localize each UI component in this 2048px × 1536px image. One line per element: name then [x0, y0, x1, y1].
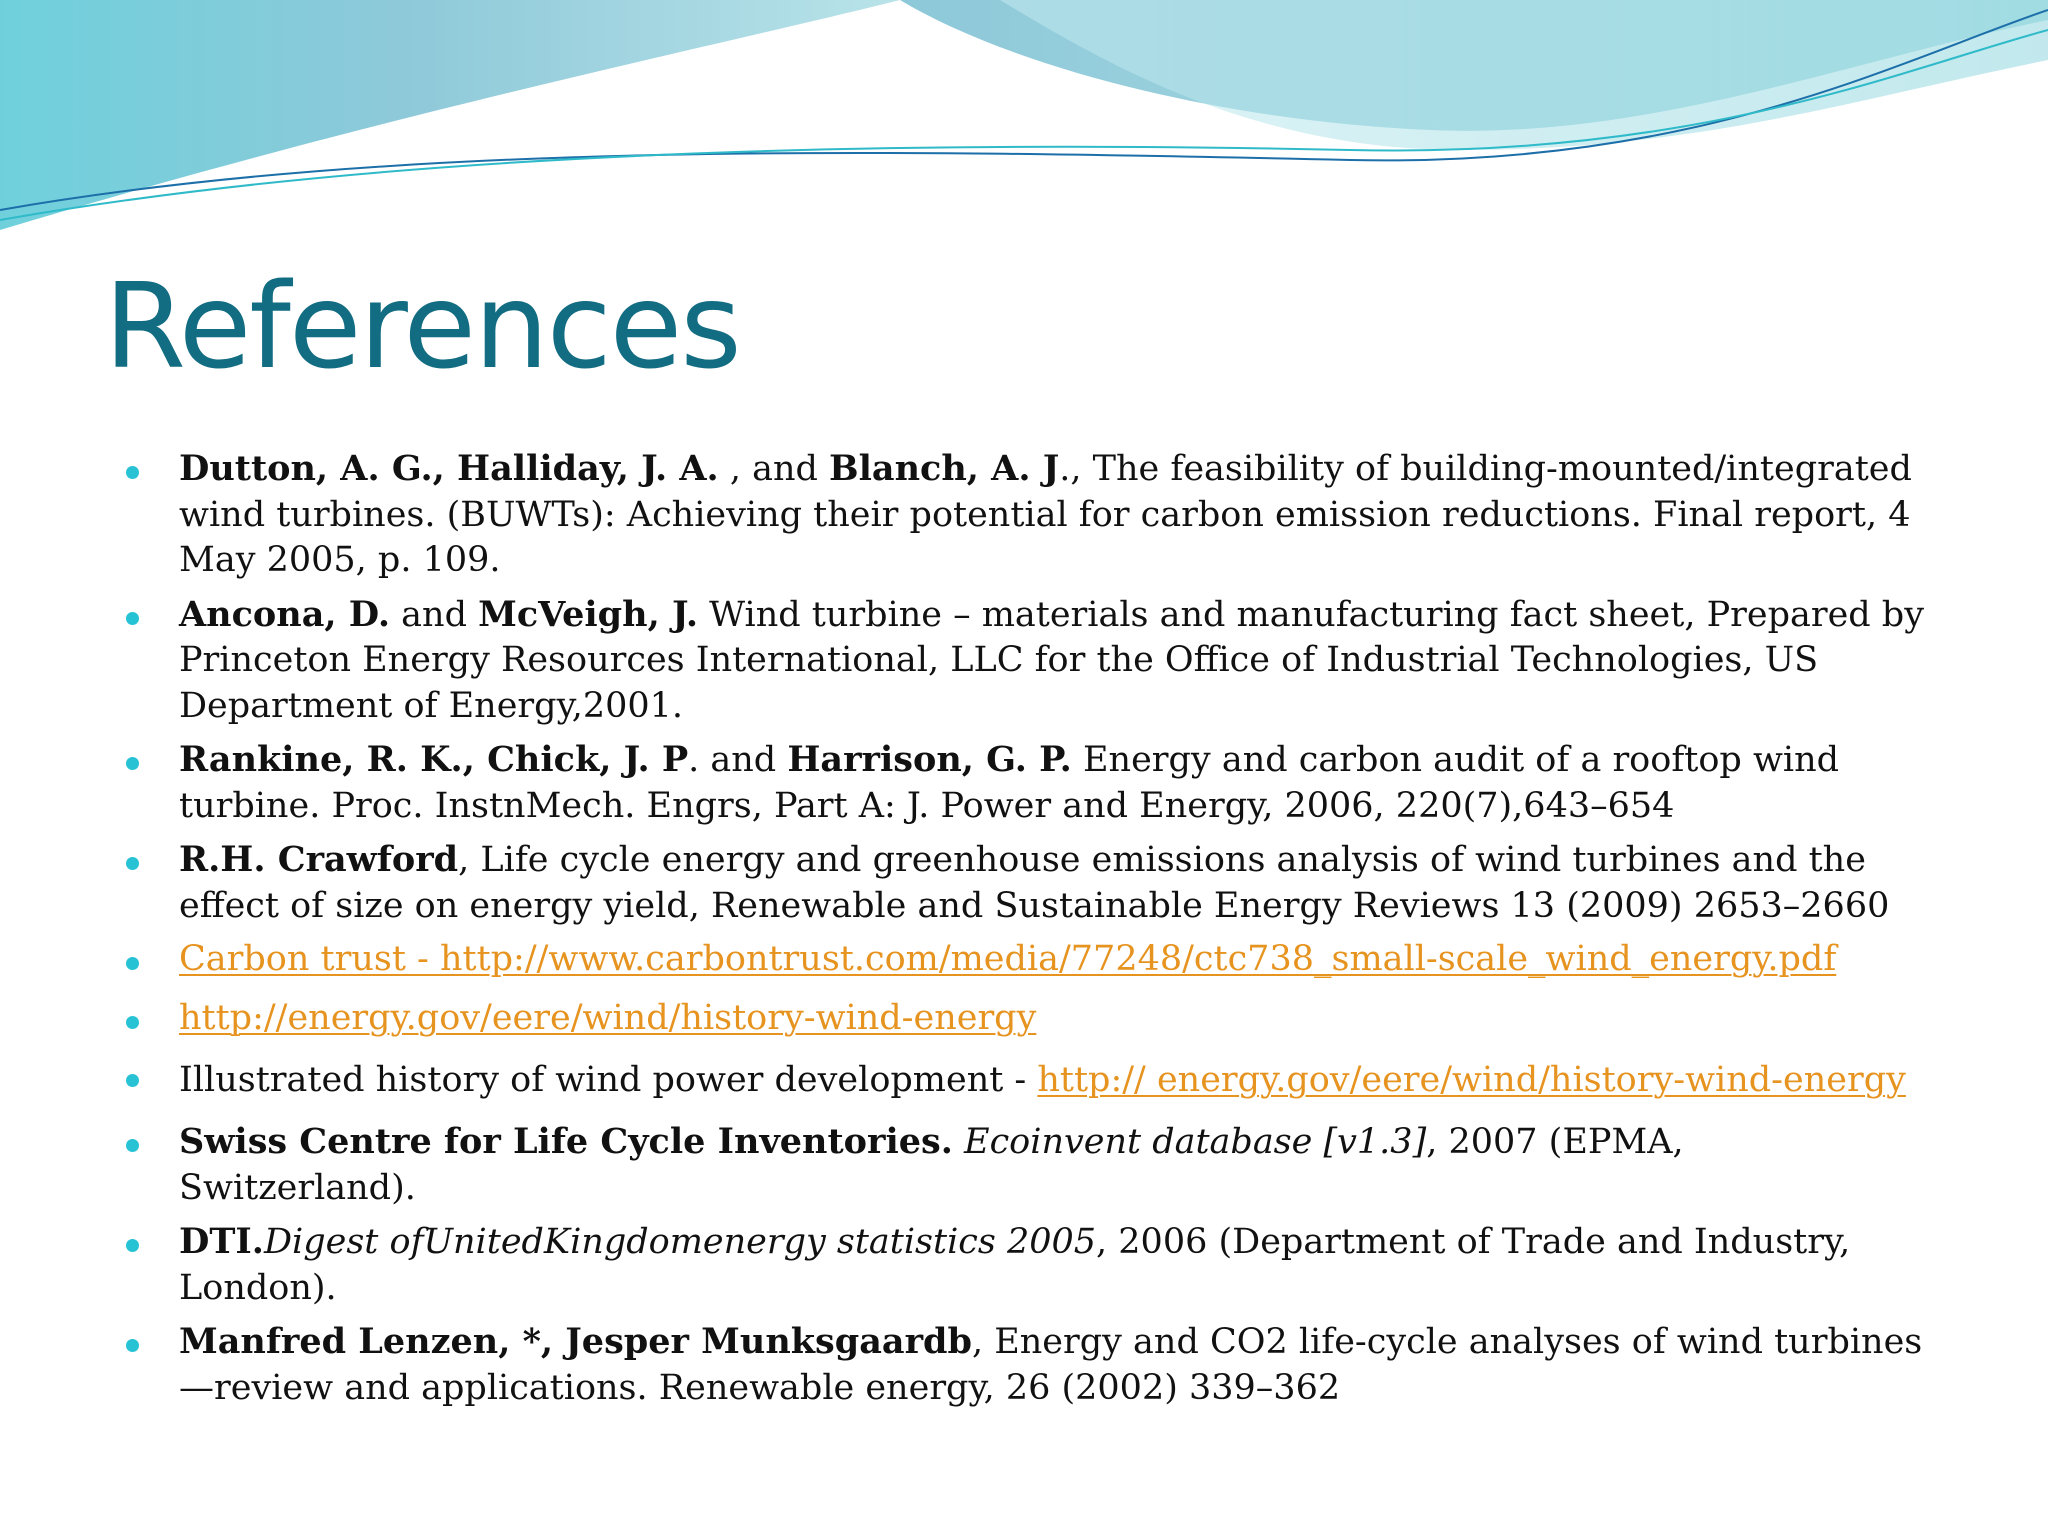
reference-author: Harrison, G. P.	[787, 739, 1072, 780]
bullet-icon	[126, 757, 139, 770]
decorative-wave-banner	[0, 0, 2048, 240]
list-item	[126, 592, 1926, 730]
list-item	[126, 1319, 1926, 1411]
reference-text: and	[390, 594, 479, 635]
reference-author: R.H. Crawford	[179, 839, 459, 880]
wave-shape-right	[1000, 0, 2048, 150]
reference-text: . and	[688, 740, 788, 780]
reference-author: Blanch, A. J	[829, 448, 1060, 489]
reference-text: , Energy and CO2 life-cycle analyses of wind turbines—review and applications. Renewable energy, 26 (2002) 339–362	[179, 1322, 1923, 1408]
reference-author: Ancona, D.	[179, 593, 391, 635]
reference-text: , 2006 (Department of Trade and Industry, London).	[179, 1222, 1851, 1308]
reference-title: Ecoinvent database [v1.3]	[952, 1122, 1427, 1162]
reference-title: Digest ofUnitedKingdomenergy statistics 2005	[263, 1222, 1097, 1262]
carbon-trust-link[interactable]: Carbon trust - http://www.carbontrust.com/media/77248/ctc738_small-scale_wind_energy.pdf	[179, 939, 1837, 979]
reference-author: Dutton, A. G., Halliday, J. A.	[179, 448, 719, 489]
reference-author: Rankine, R. K., Chick, J. P	[179, 739, 689, 780]
reference-text: Illustrated history of wind power development -	[179, 1060, 1038, 1100]
list-item	[126, 1119, 1926, 1211]
wind-history-link[interactable]: http:// energy.gov/eere/wind/history-wind-energy	[1037, 1060, 1906, 1100]
reference-list	[126, 446, 1926, 1419]
reference-text: , and	[718, 449, 830, 489]
reference-author: DTI.	[179, 1221, 264, 1262]
reference-text: Wind turbine – materials and manufacturing fact sheet, Prepared by Princeton Energy Resources International, LLC for the Office of Industrial Technologies, US Department of Energy,2001.	[179, 594, 1924, 726]
bullet-icon	[126, 1016, 139, 1029]
bullet-icon	[126, 1239, 139, 1252]
bullet-icon	[126, 1074, 139, 1087]
list-item	[126, 996, 1926, 1042]
bullet-icon	[126, 957, 139, 970]
page-title: References	[104, 257, 740, 395]
list-item	[126, 1219, 1926, 1311]
reference-text: ., The feasibility of building-mounted/integrated wind turbines. (BUWTs): Achieving their potential for carbon emission reductions. Final report, 4 May 2005, p. 109.	[179, 449, 1912, 580]
reference-author: McVeigh, J.	[478, 593, 699, 635]
reference-author: Manfred Lenzen, *, Jesper Munksgaardb	[179, 1321, 972, 1362]
list-item	[126, 737, 1926, 829]
list-item	[126, 446, 1926, 584]
wave-shape-left	[0, 0, 900, 230]
reference-text: , Life cycle energy and greenhouse emissions analysis of wind turbines and the effect of size on energy yield, Renewable and Sustainable Energy Reviews 13 (2009) 2653–2660	[179, 840, 1890, 926]
bullet-icon	[126, 1339, 139, 1352]
bullet-icon	[126, 857, 139, 870]
bullet-icon	[126, 466, 139, 479]
reference-text: Energy and carbon audit of a rooftop wind turbine. Proc. InstnMech. Engrs, Part A: J. Power and Energy, 2006, 220(7),643–654	[179, 740, 1840, 826]
reference-author: Swiss Centre for Life Cycle Inventories.	[179, 1121, 953, 1162]
energy-gov-link[interactable]: http://energy.gov/eere/wind/history-wind-energy	[179, 997, 1037, 1038]
bullet-icon	[126, 1139, 139, 1152]
bullet-icon	[126, 612, 139, 625]
list-item	[126, 937, 1926, 983]
reference-text: , 2007 (EPMA, Switzerland).	[179, 1122, 1684, 1208]
list-item	[126, 837, 1926, 929]
list-item	[126, 1054, 1926, 1106]
